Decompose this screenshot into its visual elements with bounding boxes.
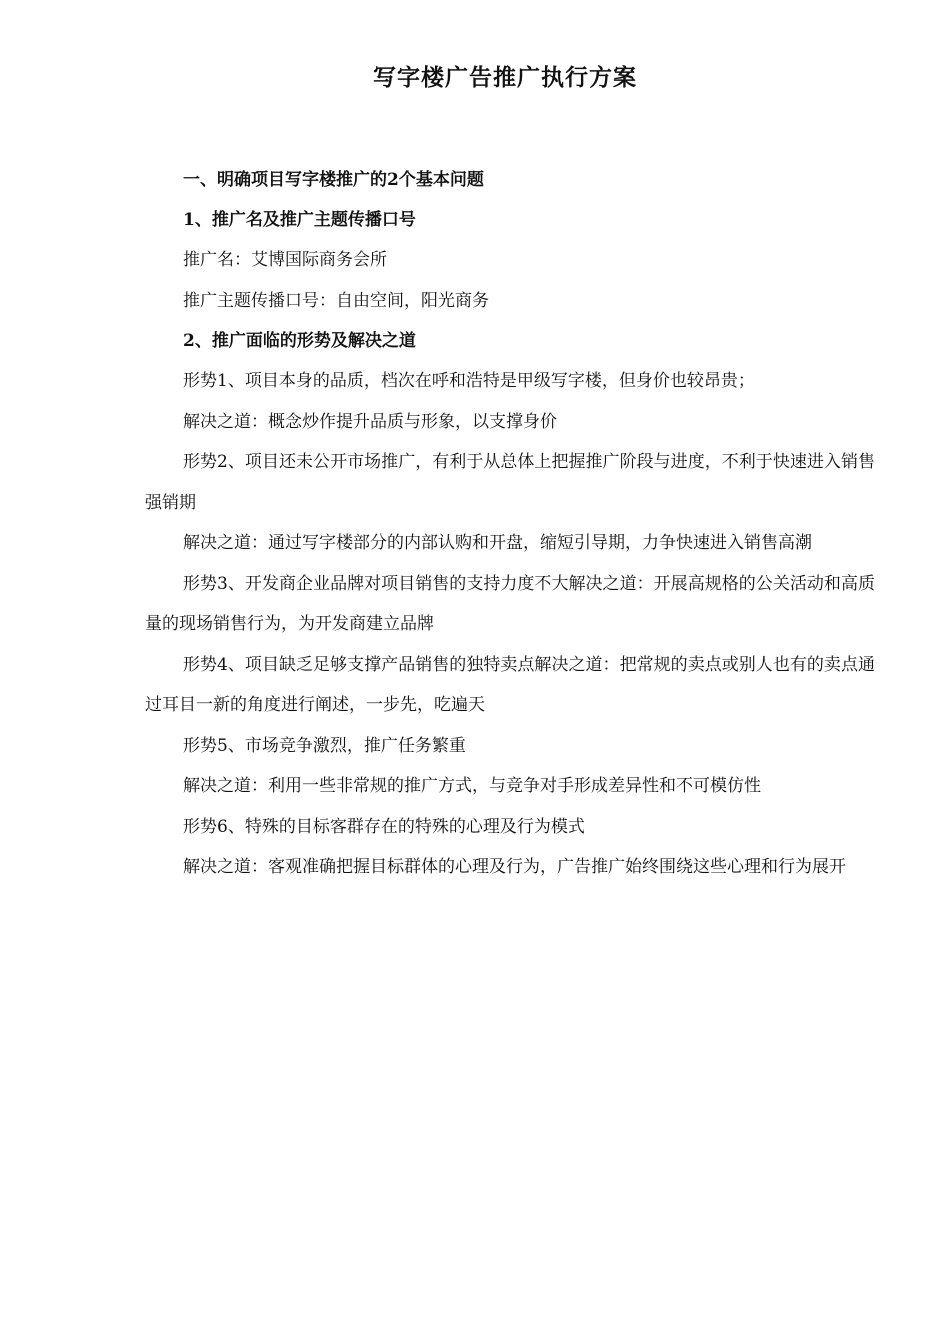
paragraph-situation-2: 形势2、项目还未公开市场推广，有利于从总体上把握推广阶段与进度，不利于快速进入销售强销期 [145, 452, 875, 513]
paragraph-promo-name: 推广名：艾博国际商务会所 [183, 250, 387, 270]
paragraph-situation-3: 形势3、开发商企业品牌对项目销售的支持力度不大解决之道：开展高规格的公关活动和高质量的现场销售行为，为开发商建立品牌 [145, 573, 875, 634]
paragraph-solution-1: 解决之道：概念炒作提升品质与形象，以支撑身价 [183, 411, 557, 432]
paragraph-solution-6: 解决之道：客观准确把握目标群体的心理及行为，广告推广始终围绕这些心理和行为展开 [183, 857, 846, 877]
paragraph-solution-2: 解决之道：通过写字楼部分的内部认购和开盘，缩短引导期，力争快速进入销售高潮 [183, 533, 812, 553]
paragraph-solution-5: 解决之道：利用一些非常规的推广方式，与竞争对手形成差异性和不可模仿性 [183, 776, 761, 796]
paragraph-situation-4: 形势4、项目缺乏足够支撑产品销售的独特卖点解决之道：把常规的卖点或别人也有的卖点通过耳目一新的角度进行阐述，一步先，吃遍天 [145, 654, 875, 715]
subsection-heading-1: 1、推广名及推广主题传播口号 [183, 210, 416, 230]
paragraph-situation-1: 形势1、项目本身的品质，档次在呼和浩特是甲级写字楼，但身价也较昂贵； [183, 371, 755, 391]
paragraph-situation-6: 形势6、特殊的目标客群存在的特殊的心理及行为模式 [183, 816, 585, 837]
document-body [145, 160, 875, 888]
subsection-heading-2: 2、推广面临的形势及解决之道 [183, 331, 416, 351]
section-heading-1: 一、明确项目写字楼推广的2个基本问题 [183, 170, 484, 190]
document-title: 写字楼广告推广执行方案 [373, 64, 637, 91]
paragraph-situation-5: 形势5、市场竞争激烈，推广任务繁重 [183, 735, 466, 756]
paragraph-promo-slogan: 推广主题传播口号：自由空间，阳光商务 [183, 290, 489, 311]
